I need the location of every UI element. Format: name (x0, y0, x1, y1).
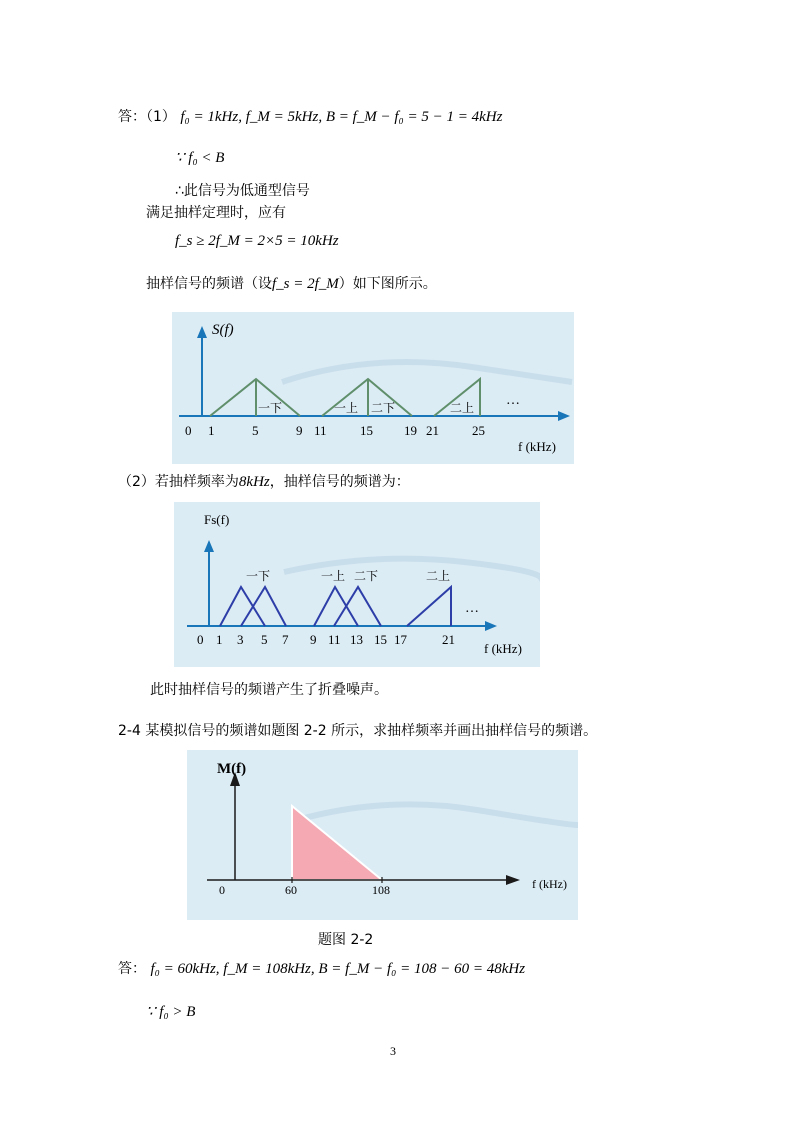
figure1-xlabel: f (kHz) (518, 439, 556, 454)
answer3-line (118, 960, 525, 978)
figure1-tick-0: 0 (185, 423, 192, 438)
sampling-condition: 满足抽样定理时，应有 (146, 205, 286, 221)
figure3-ylabel: M(f) (217, 761, 247, 777)
answer1-formula: f₀ = 1kHz, f_M = 5kHz, B = f_M − f₀ = 5 − 1 = 4kHz (180, 109, 503, 125)
figure2-band-label-4: 二上 (426, 569, 451, 583)
figure3-tick-60: 60 (285, 883, 297, 897)
answer2-post: ，抽样信号的频谱为： (269, 474, 410, 490)
figure2-tick-9: 9 (310, 632, 317, 647)
figure1-tick-21: 21 (426, 423, 439, 438)
figure1-ylabel: S(f) (212, 322, 234, 338)
figure1-ellipsis: … (506, 393, 520, 408)
problem-2-4-text: 2-4 某模拟信号的频谱如题图 2-2 所示，求抽样频率并画出抽样信号的频谱。 (118, 723, 598, 739)
figure3-xlabel: f (kHz) (532, 877, 567, 891)
figure2-band-label-1: 一下 (246, 569, 271, 583)
aliasing-note: 此时抽样信号的频谱产生了折叠噪声。 (150, 682, 388, 698)
figure2-tick-0: 0 (197, 632, 204, 647)
figure1-tick-9: 9 (296, 423, 303, 438)
figure1-tick-11: 11 (314, 423, 327, 438)
answer1-because: ∵ f₀ < B (175, 150, 225, 166)
figure2-tick-1: 1 (216, 632, 223, 647)
spectrum-intro-math: f_s = 2f_M (272, 276, 339, 292)
figure2-tick-7: 7 (282, 632, 289, 647)
figure3-caption: 题图 2-2 (318, 932, 374, 948)
figure1-band-label-2: 一上 (334, 401, 359, 415)
figure2-tick-5: 5 (261, 632, 268, 647)
answer1-therefore: ∴此信号为低通型信号 (175, 183, 310, 199)
figure1-tick-5: 5 (252, 423, 259, 438)
answer2-pre: （2）若抽样频率为 (118, 474, 239, 490)
spectrum-intro (146, 275, 437, 293)
answer1-line (118, 108, 502, 126)
figure1-tick-19: 19 (404, 423, 417, 438)
spectrum-intro-pre: 抽样信号的频谱（设 (146, 276, 272, 292)
figure2-spectrum (174, 502, 540, 667)
figure1-tick-15: 15 (360, 423, 373, 438)
figure2-ylabel: Fs(f) (204, 512, 230, 527)
figure1-band-label-4: 二上 (450, 401, 475, 415)
figure2-band-label-2: 一上 (321, 569, 346, 583)
figure3-spectrum (187, 750, 578, 920)
answer3-because: ∵ f₀ > B (146, 1004, 196, 1020)
answer3-formula: f₀ = 60kHz, f_M = 108kHz, B = f_M − f₀ = 108 − 60 = 48kHz (150, 961, 526, 977)
figure2-tick-17: 17 (394, 632, 407, 647)
figure2-tick-21: 21 (442, 632, 455, 647)
figure1-band-label-1: 一下 (258, 401, 283, 415)
answer1-prefix: 答：（1） (118, 109, 176, 125)
spectrum-intro-post: ）如下图所示。 (338, 276, 437, 292)
figure1-tick-1: 1 (208, 423, 215, 438)
figure2-xlabel: f (kHz) (484, 641, 522, 656)
figure2-tick-13: 13 (350, 632, 363, 647)
figure3-tick-108: 108 (372, 883, 390, 897)
figure3-tick-0: 0 (219, 883, 225, 897)
answer3-prefix: 答： (118, 961, 146, 977)
figure2-ellipsis: … (465, 601, 479, 616)
figure2-tick-3: 3 (237, 632, 244, 647)
answer2-line (118, 473, 410, 491)
figure1-spectrum (172, 312, 574, 464)
figure1-tick-25: 25 (472, 423, 485, 438)
sampling-formula: f_s ≥ 2f_M = 2×5 = 10kHz (175, 233, 339, 249)
figure1-band-label-3: 二下 (371, 401, 396, 415)
page-number: 3 (390, 1044, 396, 1058)
figure2-tick-15: 15 (374, 632, 387, 647)
figure2-tick-11: 11 (328, 632, 341, 647)
answer2-math: 8kHz (238, 474, 270, 490)
figure2-band-label-3: 二下 (354, 569, 379, 583)
